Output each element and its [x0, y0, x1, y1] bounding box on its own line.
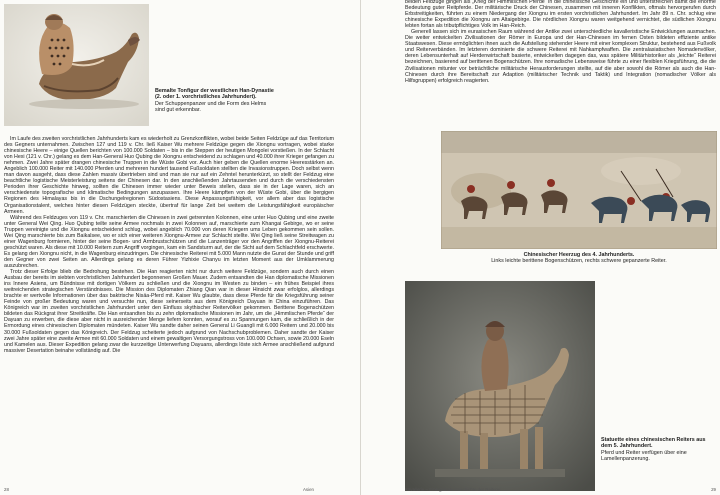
clay-figure-photo — [4, 4, 149, 126]
clay-figure-caption-text: Der Schuppenpanzer und die Form des Helms sind gut erkennbar. — [155, 100, 267, 113]
left-paragraph: Trotz dieser Erfolge blieb die Bedrohung bestehen. Die Han reagierten nicht nur durch weitere Feldzüge, sondern auch durch einen Ausbau der bereits im siebten vorchristlichen Jahrhundert begonnenen Großen Mauer. Zudem entsandten die Han diplomatische Missionen ins Innere Asiens, um Bündnisse mit dortigen Völkern zu schließen und die Xiongnu im Westen zu binden – ein frühes Beispiel ihres weitreichenden strategischen Verständnisses. Die Mission des Diplomaten Zhiang Qian war in dieser Hinsicht zwar erfolglos, allerdings brachte er wertvolle Informationen über das baktrische Nisäa-Pferd mit. Kaiser Wu glaubte, dass diese Pferde für die Kriegsführung seiner Feinde von großer Bedeutung waren und versuchte nun, diese seinerseits aus dem Königreich Dayuan in China einzuführen. Das Königreich war im zweiten vorchristlichen Jahrhundert unter den Einfluss skythischer Reitervölker gekommen. Berittene Bogenschützen bildeten das Rückgrat ihrer Streitkräfte. Die Han entsandten bis zu zehn diplomatische Missionen im Jahr, um die „Himmlischen Pferde“ der Dayuan zu erwerben, die diese aber nicht in ausreichender Menge liefern konnten, worauf es zu Spannungen kam, die schließlich in der Ermordung eines chinesischen Diplomaten mündeten. Kaiser Wu sandte daher seinen General Li Guangli mit 6.000 Reitern und 20.000 bis 30.000 Fußsoldaten gegen das Königreich. Der Feldzug scheiterte jedoch aufgrund von Nachschubproblemen. Daher sandte der Kaiser zwei Jahre später eine zweite Armee mit 60.000 Soldaten und einem gewaltigen Versorgungstross von 100.000 Ochsen, sowie 20.000 Eseln und Kamelen aus. Dieser Expedition gelang zwar die kurzzeitige Unterwerfung Dayuans, allerdings löste sich Armee anschließend aufgrund massiver Desertation beinahe vollständig auf. Die — [4, 269, 334, 354]
statue-caption-title: Statuette eines chinesischen Reiters aus dem 5. Jahrhundert. — [601, 437, 706, 450]
right-paragraph: Generell lassen sich im eurasischen Raum während der Antike zwei unterschiedliche kavalleristische Entwicklungen ausmachen. Die weiter entwickelten Zivilisationen der Römer in Europa und der Han-Chinesen im fernen Osten bildeten effiziente antike Staatswesen. Diese ermöglichten ihnen auch die Aufstellung stehender Heere mit einer komplexen Struktur, bestehend aus Fußvolk und Reiterverbänden. Im letzteren dominierte die schwere Reiterei mit Nahkampfwaffen. Die zentralasiatischen Nomadenvölker, deren Lebensunterhalt auf Herdenwirtschaft basierte, entwickelten dagegen das, was spätere Militärhistoriker als „leichte“ Reiterei bezeichnen, basierend auf berittenen Bogenschützen. Ihre nomadische Lebensweise führte zu einer flexiblen Kriegsführung, die die Zivilisationen mitunter vor beträchtliche militärische Herausforderungen stellte, auf die aber sowohl die Römer als auch die Han-Chinesen durch ihre Bereitschaft zur Adaption (militärischer Technik und Taktik) und Integration (nomadischer Völker als Hilfsgruppen) erfolgreich reagierten. — [405, 29, 716, 84]
fresco-caption — [441, 252, 717, 265]
right-footer-page-number: 29 — [711, 487, 716, 492]
fresco-caption-title: Chinesischer Heerzug des 4. Jahrhunderts. — [523, 252, 635, 258]
fresco-photo — [441, 131, 717, 249]
statue-image — [405, 281, 595, 491]
left-paragraph: Während des Feldzuges von 119 v. Chr. marschierten die Chinesen in zwei getrennten Kolonnen, eine unter Huo Qubing und eine zweite unter General Wei Qing. Huo Qubing teilte seine Armee nochmals in zwei Kolonnen auf, marschierte zum Khangai Gebirge, wo er seine Truppen vereinigte und die Xiongnu entscheidend schlug, wobei angeblich 70.000 von deren Kriegern ums Leben gekommen sein sollen. Wei Qing marschierte bis zum Baikalsee, wo er sich einer weiteren Xiongnu-Armee zur Schlacht stellte. Wei Qing ließ seine Streitwagen zu einer Wagenburg formieren, hinter der seine Bogen- und Armbrustschützen und die Lanzenträger vor den Angriffen der Xiongnu-Reiterei geschützt waren. Als diese mit 10.000 Reitern zum Angriff vorgingen, kam ein Sandsturm auf, der die Sicht auf dem Schlachtfeld erschwerte. Es gelang den Xiongnu nicht, in die Wagenburg einzudringen. Die chinesische Reiterei mit 5.000 Mann nutzte die Gunst der Stunde und griff den Gegner von zwei Seiten an. Allerdings gelang es deren Führer Yizhixie Chanyu im letzten Moment aus der Umklammerung auszubrechen. — [4, 214, 334, 269]
right-footer-section: Kavallerie – Eine globale Geschichte der Reiterei — [405, 487, 501, 492]
statue-photo — [405, 281, 595, 491]
right-page — [361, 0, 720, 495]
fresco-caption-text: Links leichte berittene Bogenschützen, rechts schwere gepanzerte Reiter. — [491, 258, 667, 265]
left-paragraph: Im Laufe des zweiten vorchristlichen Jahrhunderts kam es wiederholt zu Grenzkonflikten, wobei beide Seiten Feldzüge auf das Territorium des Gegners unternahmen. Zwischen 127 und 119 v. Chr. ließ Kaiser Wu mehrere Feldzüge gegen die Xiongnu vortragen, wobei starke chinesische Heere – einige Quellen berichten von 100.000 Soldaten – bis in die Steppen der heutigen Mongolei vorstießen. In der Schlacht von Hexi (121 v. Chr.) gelang es dem Han-General Huo Qubing die Xiongnu entscheidend zu schlagen und 40.000 ihrer Krieger gefangen zu nehmen. Zwei Jahre später drangen chinesische Truppen in die Wüste Gobi vor. Auch hier geben die Quellen enorme Heeresstärken an. Angeblich 100.000 Reiter mit 140.000 Pferden und mehreren hundert tausend Fußsoldaten stellten die Invasionstruppen. Doch selbst wenn man davon ausgeht, dass diese Zahlen massiv übertrieben sind und man sie nur auf ein Zehntel herunterkürzt, so stellt der Feldzug eine beachtliche logistische Meisterleistung seitens der Chinesen dar. In den anschließenden Jahrtausenden und durch die verschiedensten Perioden ihrer Geschichte hinweg, sollten die Chinesen immer wieder unter Beweis stellen, dass sie in der Lage waren, sich an verschiedenste topografische und klimatische Bedingungen anzupassen. Ihre Heere kämpften von der Wüste Gobi, über die bergigen Regionen des Himalayas bis in die Dschungelregionen Südostasiens. Diese Anpassungsfähigkeit, vor allem aber das logistische Organisationstalent, welches hinter diesen Feldzügen steckte, übertraf für lange Zeit bei weitem die Leistungsfähigkeit europäischer Armeen. — [4, 136, 334, 215]
fresco-image — [441, 131, 717, 249]
statue-caption — [601, 437, 717, 462]
clay-figure-caption — [155, 88, 275, 113]
clay-figure-caption-date: (2. oder 1. vorchristliches Jahrhundert). — [155, 94, 257, 101]
right-paragraph: beiden Feldzüge gingen als „Krieg der Himmlischen Pferde“ in die chinesische Geschichte ein und unterstreichen damit die enorme Bedeutung guter Reitpferde. Der militärische Druck der Chinesen, zusammen mit inneren Konflikten, oftmals hervorgerufen durch Erbstreitigkeiten, führten zu einem Niedergang der Xiongnu im ersten vorchristlichen Jahrhundert. Im Jahr 89 n. Chr. schlug eine chinesische Expedition die Xiongnu am Altaigebirge. Die nördlichen Xiongnu waren weitgehend vernichtet, die südlichen Xiongnu lebten fortan als tributpflichtiges Volk im Han-Reich. — [405, 0, 716, 30]
left-footer-section: Asien — [303, 487, 314, 492]
right-body-text — [405, 0, 716, 84]
left-body-text — [4, 136, 334, 354]
left-footer-page-number: 28 — [4, 487, 9, 492]
clay-figure-image — [4, 4, 149, 126]
statue-caption-text: Pferd und Reiter verfügen über eine Lamellenpanzerung. — [601, 449, 687, 462]
clay-figure-caption-title: Bemalte Tonfigur der westlichen Han-Dynastie — [155, 88, 274, 94]
